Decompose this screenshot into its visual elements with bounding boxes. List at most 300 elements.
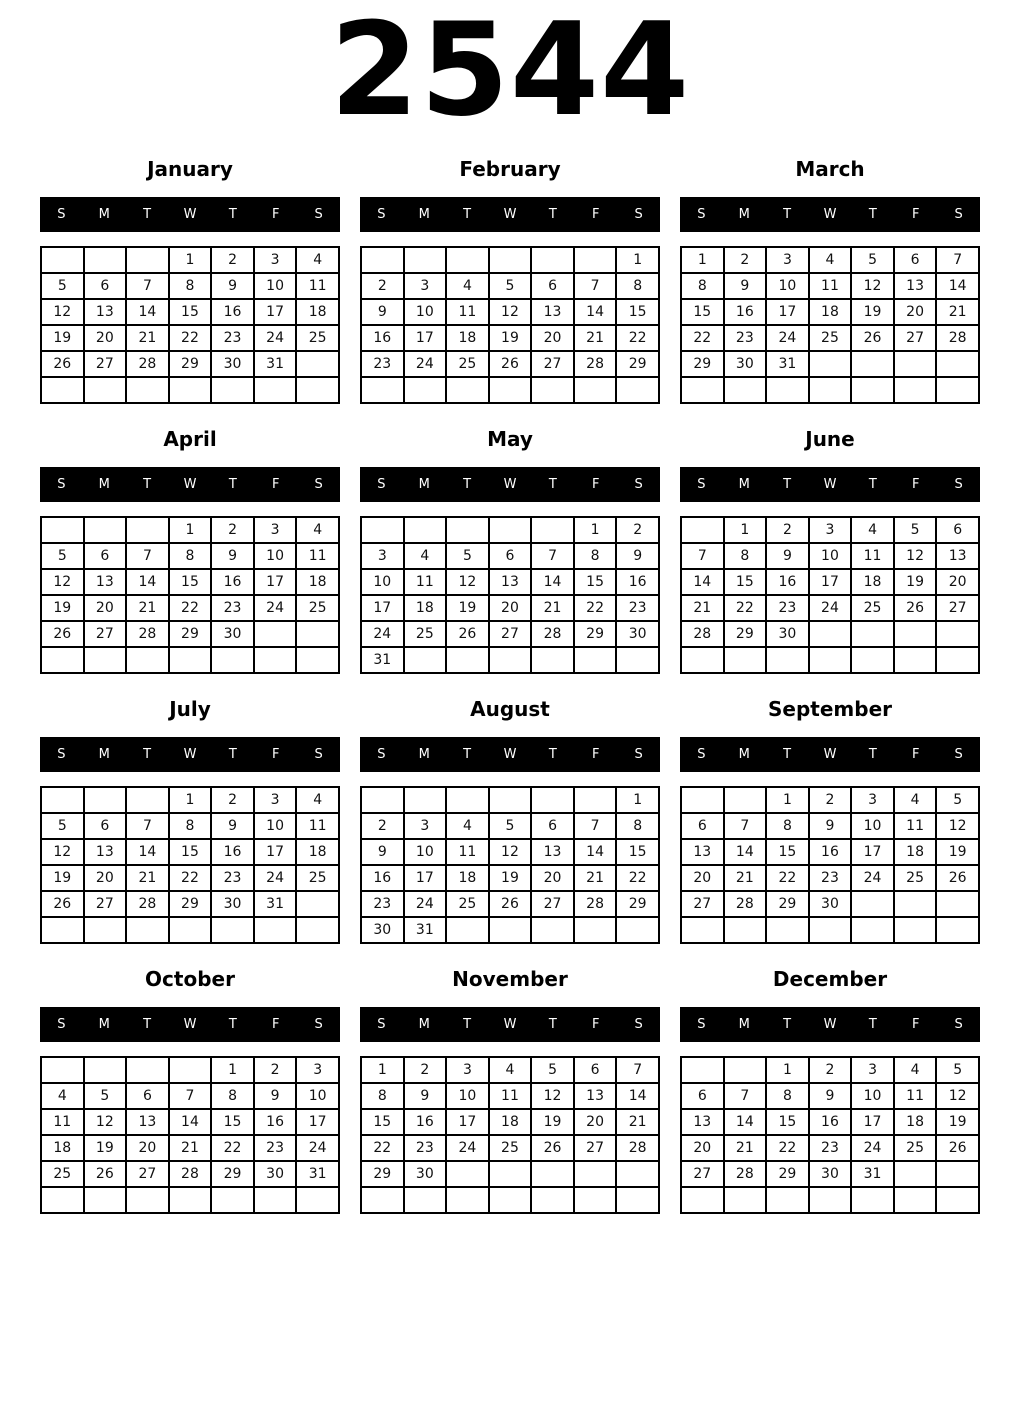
day-cell: 16 — [404, 1109, 447, 1135]
day-cell: 21 — [126, 595, 169, 621]
empty-cell — [126, 647, 169, 673]
day-cell: 30 — [211, 891, 254, 917]
day-cell: 30 — [809, 891, 852, 917]
day-cell: 7 — [681, 543, 724, 569]
day-cell: 3 — [851, 1057, 894, 1083]
day-cell: 14 — [126, 299, 169, 325]
weekday-label: F — [591, 477, 600, 493]
day-cell: 18 — [809, 299, 852, 325]
day-cell: 28 — [616, 1135, 659, 1161]
day-cell: 16 — [724, 299, 767, 325]
day-cell: 1 — [766, 1057, 809, 1083]
month-name: September — [768, 697, 892, 722]
day-cell: 9 — [211, 543, 254, 569]
week-row — [41, 517, 339, 543]
week-row — [361, 1057, 659, 1083]
empty-cell — [254, 1187, 297, 1213]
week-row — [681, 1109, 979, 1135]
weekday-label: W — [503, 1017, 517, 1033]
week-row — [681, 647, 979, 673]
day-cell: 23 — [404, 1135, 447, 1161]
week-row — [41, 299, 339, 325]
week-row — [681, 787, 979, 813]
day-cell: 6 — [531, 813, 574, 839]
empty-cell — [489, 917, 532, 943]
day-cell: 18 — [296, 299, 339, 325]
month-name: May — [487, 427, 533, 452]
empty-cell — [616, 647, 659, 673]
weekday-label: M — [98, 477, 110, 493]
day-cell: 26 — [936, 865, 979, 891]
day-cell: 7 — [126, 813, 169, 839]
day-cell: 3 — [254, 247, 297, 273]
empty-cell — [211, 647, 254, 673]
day-cell: 23 — [766, 595, 809, 621]
weekday-label: S — [634, 1017, 643, 1033]
empty-cell — [41, 787, 84, 813]
week-row — [361, 1083, 659, 1109]
day-cell: 24 — [851, 865, 894, 891]
week-row — [681, 595, 979, 621]
week-row — [681, 569, 979, 595]
week-row — [681, 1083, 979, 1109]
day-cell: 8 — [169, 813, 212, 839]
week-row — [361, 325, 659, 351]
week-row — [361, 517, 659, 543]
day-cell: 29 — [169, 891, 212, 917]
day-cell: 30 — [211, 621, 254, 647]
day-cell: 12 — [84, 1109, 127, 1135]
weekday-label: S — [377, 1017, 386, 1033]
day-cell: 17 — [851, 1109, 894, 1135]
day-cell: 27 — [531, 351, 574, 377]
day-cell: 12 — [41, 569, 84, 595]
day-cell: 13 — [531, 299, 574, 325]
day-cell: 2 — [616, 517, 659, 543]
week-row — [681, 517, 979, 543]
month-table — [360, 786, 660, 944]
day-cell: 3 — [296, 1057, 339, 1083]
empty-cell — [809, 351, 852, 377]
day-cell: 6 — [681, 813, 724, 839]
empty-cell — [446, 647, 489, 673]
day-cell: 28 — [574, 891, 617, 917]
weekday-label: W — [503, 477, 517, 493]
day-cell: 1 — [574, 517, 617, 543]
day-cell: 4 — [809, 247, 852, 273]
day-cell: 30 — [766, 621, 809, 647]
day-cell: 19 — [489, 325, 532, 351]
day-cell: 10 — [361, 569, 404, 595]
month-table — [680, 1056, 980, 1214]
day-cell: 24 — [446, 1135, 489, 1161]
day-cell: 30 — [616, 621, 659, 647]
day-cell: 23 — [254, 1135, 297, 1161]
week-row — [41, 1187, 339, 1213]
empty-cell — [84, 517, 127, 543]
day-cell: 9 — [254, 1083, 297, 1109]
day-cell: 11 — [489, 1083, 532, 1109]
day-cell: 8 — [766, 813, 809, 839]
day-cell: 24 — [254, 595, 297, 621]
empty-cell — [936, 1187, 979, 1213]
day-cell: 28 — [724, 1161, 767, 1187]
empty-cell — [211, 917, 254, 943]
empty-cell — [211, 377, 254, 403]
day-cell: 14 — [724, 839, 767, 865]
day-cell: 24 — [254, 865, 297, 891]
day-cell: 14 — [169, 1109, 212, 1135]
weekday-label: S — [314, 477, 323, 493]
day-cell: 15 — [211, 1109, 254, 1135]
month-table — [680, 246, 980, 404]
month-table — [40, 786, 340, 944]
empty-cell — [936, 917, 979, 943]
day-cell: 9 — [616, 543, 659, 569]
weekday-label: W — [823, 1017, 837, 1033]
month-table-body — [41, 517, 339, 673]
day-cell: 25 — [809, 325, 852, 351]
day-cell: 31 — [851, 1161, 894, 1187]
month-block — [360, 428, 660, 674]
day-cell: 10 — [851, 1083, 894, 1109]
day-cell: 22 — [574, 595, 617, 621]
weekday-label: S — [634, 477, 643, 493]
weekday-label: S — [377, 747, 386, 763]
day-cell: 13 — [681, 1109, 724, 1135]
empty-cell — [894, 891, 937, 917]
day-cell: 27 — [894, 325, 937, 351]
day-cell: 15 — [766, 1109, 809, 1135]
day-cell: 31 — [296, 1161, 339, 1187]
weekday-label: W — [823, 207, 837, 223]
day-cell: 5 — [936, 1057, 979, 1083]
empty-cell — [126, 247, 169, 273]
day-cell: 1 — [724, 517, 767, 543]
month-table-body — [41, 787, 339, 943]
weekday-label: S — [634, 207, 643, 223]
month-table — [40, 1056, 340, 1214]
week-row — [41, 595, 339, 621]
empty-cell — [894, 1161, 937, 1187]
day-cell: 29 — [211, 1161, 254, 1187]
day-cell: 25 — [446, 351, 489, 377]
day-cell: 2 — [404, 1057, 447, 1083]
day-cell: 2 — [809, 1057, 852, 1083]
weekday-header — [40, 737, 340, 772]
day-cell: 1 — [616, 247, 659, 273]
day-cell: 10 — [296, 1083, 339, 1109]
day-cell: 20 — [531, 325, 574, 351]
day-cell: 22 — [616, 325, 659, 351]
empty-cell — [84, 647, 127, 673]
day-cell: 13 — [574, 1083, 617, 1109]
weekday-label: M — [738, 1017, 750, 1033]
day-cell: 21 — [616, 1109, 659, 1135]
day-cell: 25 — [404, 621, 447, 647]
empty-cell — [489, 647, 532, 673]
week-row — [361, 299, 659, 325]
month-block — [360, 698, 660, 944]
weekday-label: T — [463, 207, 472, 223]
day-cell: 4 — [446, 813, 489, 839]
day-cell: 13 — [126, 1109, 169, 1135]
weekday-label: S — [697, 747, 706, 763]
week-row — [681, 247, 979, 273]
day-cell: 17 — [254, 839, 297, 865]
day-cell: 11 — [851, 543, 894, 569]
empty-cell — [489, 517, 532, 543]
weekday-label: S — [314, 1017, 323, 1033]
day-cell: 30 — [211, 351, 254, 377]
weekday-label: T — [143, 747, 152, 763]
empty-cell — [169, 1057, 212, 1083]
day-cell: 15 — [361, 1109, 404, 1135]
day-cell: 22 — [169, 865, 212, 891]
empty-cell — [851, 917, 894, 943]
day-cell: 16 — [211, 299, 254, 325]
day-cell: 24 — [809, 595, 852, 621]
day-cell: 25 — [851, 595, 894, 621]
month-table — [40, 516, 340, 674]
empty-cell — [574, 917, 617, 943]
empty-cell — [489, 787, 532, 813]
weekday-label: W — [503, 747, 517, 763]
empty-cell — [681, 377, 724, 403]
day-cell: 7 — [126, 273, 169, 299]
day-cell: 1 — [169, 517, 212, 543]
month-name: February — [459, 157, 561, 182]
day-cell: 4 — [851, 517, 894, 543]
day-cell: 26 — [489, 351, 532, 377]
day-cell: 20 — [681, 1135, 724, 1161]
empty-cell — [894, 917, 937, 943]
day-cell: 17 — [254, 569, 297, 595]
month-table — [40, 246, 340, 404]
weekday-label: T — [463, 747, 472, 763]
empty-cell — [296, 1187, 339, 1213]
day-cell: 28 — [126, 891, 169, 917]
day-cell: 10 — [254, 813, 297, 839]
week-row — [361, 247, 659, 273]
day-cell: 10 — [404, 839, 447, 865]
day-cell: 1 — [616, 787, 659, 813]
day-cell: 6 — [84, 273, 127, 299]
month-table-body — [361, 787, 659, 943]
empty-cell — [84, 247, 127, 273]
day-cell: 28 — [126, 621, 169, 647]
weekday-label: T — [228, 747, 237, 763]
month-name: November — [452, 967, 568, 992]
day-cell: 18 — [41, 1135, 84, 1161]
month-table-body — [361, 517, 659, 673]
day-cell: 11 — [894, 813, 937, 839]
empty-cell — [404, 517, 447, 543]
day-cell: 17 — [404, 865, 447, 891]
empty-cell — [404, 247, 447, 273]
week-row — [41, 647, 339, 673]
weekday-label: T — [868, 477, 877, 493]
empty-cell — [894, 377, 937, 403]
empty-cell — [84, 917, 127, 943]
day-cell: 8 — [211, 1083, 254, 1109]
empty-cell — [489, 247, 532, 273]
day-cell: 26 — [489, 891, 532, 917]
month-table-body — [41, 247, 339, 403]
day-cell: 11 — [446, 839, 489, 865]
empty-cell — [936, 1161, 979, 1187]
day-cell: 19 — [531, 1109, 574, 1135]
month-table-body — [361, 1057, 659, 1213]
month-table-body — [681, 1057, 979, 1213]
day-cell: 22 — [766, 865, 809, 891]
day-cell: 10 — [404, 299, 447, 325]
weekday-label: M — [98, 747, 110, 763]
day-cell: 8 — [724, 543, 767, 569]
day-cell: 27 — [531, 891, 574, 917]
empty-cell — [809, 377, 852, 403]
day-cell: 24 — [296, 1135, 339, 1161]
day-cell: 13 — [894, 273, 937, 299]
empty-cell — [724, 787, 767, 813]
day-cell: 2 — [766, 517, 809, 543]
month-name: August — [470, 697, 550, 722]
week-row — [681, 891, 979, 917]
day-cell: 10 — [254, 543, 297, 569]
day-cell: 23 — [809, 865, 852, 891]
month-block — [360, 968, 660, 1214]
day-cell: 13 — [84, 569, 127, 595]
empty-cell — [574, 787, 617, 813]
day-cell: 11 — [296, 273, 339, 299]
week-row — [681, 917, 979, 943]
month-name: October — [145, 967, 235, 992]
weekday-label: W — [823, 747, 837, 763]
day-cell: 5 — [41, 543, 84, 569]
day-cell: 23 — [616, 595, 659, 621]
day-cell: 2 — [254, 1057, 297, 1083]
month-table-body — [41, 1057, 339, 1213]
weekday-header — [360, 467, 660, 502]
week-row — [361, 595, 659, 621]
empty-cell — [446, 917, 489, 943]
month-table — [680, 786, 980, 944]
day-cell: 9 — [361, 299, 404, 325]
day-cell: 24 — [404, 891, 447, 917]
day-cell: 3 — [254, 517, 297, 543]
weekday-label: M — [98, 207, 110, 223]
weekday-label: T — [548, 1017, 557, 1033]
week-row — [361, 839, 659, 865]
day-cell: 1 — [169, 247, 212, 273]
weekday-label: W — [183, 747, 197, 763]
week-row — [41, 1083, 339, 1109]
empty-cell — [894, 647, 937, 673]
day-cell: 3 — [809, 517, 852, 543]
empty-cell — [851, 1187, 894, 1213]
day-cell: 11 — [41, 1109, 84, 1135]
day-cell: 19 — [894, 569, 937, 595]
empty-cell — [489, 377, 532, 403]
empty-cell — [574, 377, 617, 403]
day-cell: 18 — [296, 839, 339, 865]
day-cell: 12 — [936, 1083, 979, 1109]
day-cell: 9 — [809, 813, 852, 839]
weekday-label: S — [634, 747, 643, 763]
month-name: January — [147, 157, 233, 182]
month-block — [40, 968, 340, 1214]
year-title: 2544 — [329, 0, 691, 145]
day-cell: 21 — [126, 865, 169, 891]
weekday-label: F — [911, 477, 920, 493]
weekday-label: S — [57, 747, 66, 763]
weekday-header — [680, 197, 980, 232]
week-row — [41, 325, 339, 351]
week-row — [41, 1057, 339, 1083]
day-cell: 7 — [936, 247, 979, 273]
empty-cell — [446, 1161, 489, 1187]
day-cell: 31 — [254, 351, 297, 377]
day-cell: 15 — [169, 839, 212, 865]
empty-cell — [809, 621, 852, 647]
day-cell: 6 — [531, 273, 574, 299]
empty-cell — [724, 917, 767, 943]
weekday-label: F — [591, 1017, 600, 1033]
day-cell: 22 — [169, 595, 212, 621]
empty-cell — [531, 247, 574, 273]
empty-cell — [404, 647, 447, 673]
day-cell: 26 — [936, 1135, 979, 1161]
day-cell: 29 — [574, 621, 617, 647]
empty-cell — [446, 377, 489, 403]
weekday-label: T — [143, 1017, 152, 1033]
day-cell: 7 — [169, 1083, 212, 1109]
day-cell: 20 — [681, 865, 724, 891]
empty-cell — [169, 377, 212, 403]
day-cell: 4 — [894, 787, 937, 813]
empty-cell — [681, 647, 724, 673]
day-cell: 25 — [894, 1135, 937, 1161]
day-cell: 1 — [361, 1057, 404, 1083]
week-row — [361, 543, 659, 569]
day-cell: 2 — [361, 273, 404, 299]
week-row — [681, 1187, 979, 1213]
day-cell: 10 — [809, 543, 852, 569]
empty-cell — [616, 917, 659, 943]
empty-cell — [531, 377, 574, 403]
month-block — [680, 158, 980, 404]
week-row — [681, 377, 979, 403]
day-cell: 23 — [211, 865, 254, 891]
weekday-label: T — [228, 207, 237, 223]
day-cell: 18 — [296, 569, 339, 595]
week-row — [361, 917, 659, 943]
day-cell: 20 — [489, 595, 532, 621]
day-cell: 8 — [616, 273, 659, 299]
empty-cell — [936, 891, 979, 917]
empty-cell — [84, 1057, 127, 1083]
week-row — [361, 1161, 659, 1187]
empty-cell — [296, 917, 339, 943]
day-cell: 29 — [361, 1161, 404, 1187]
weekday-label: T — [143, 477, 152, 493]
day-cell: 31 — [361, 647, 404, 673]
day-cell: 1 — [681, 247, 724, 273]
day-cell: 24 — [254, 325, 297, 351]
day-cell: 2 — [724, 247, 767, 273]
day-cell: 9 — [724, 273, 767, 299]
day-cell: 3 — [446, 1057, 489, 1083]
